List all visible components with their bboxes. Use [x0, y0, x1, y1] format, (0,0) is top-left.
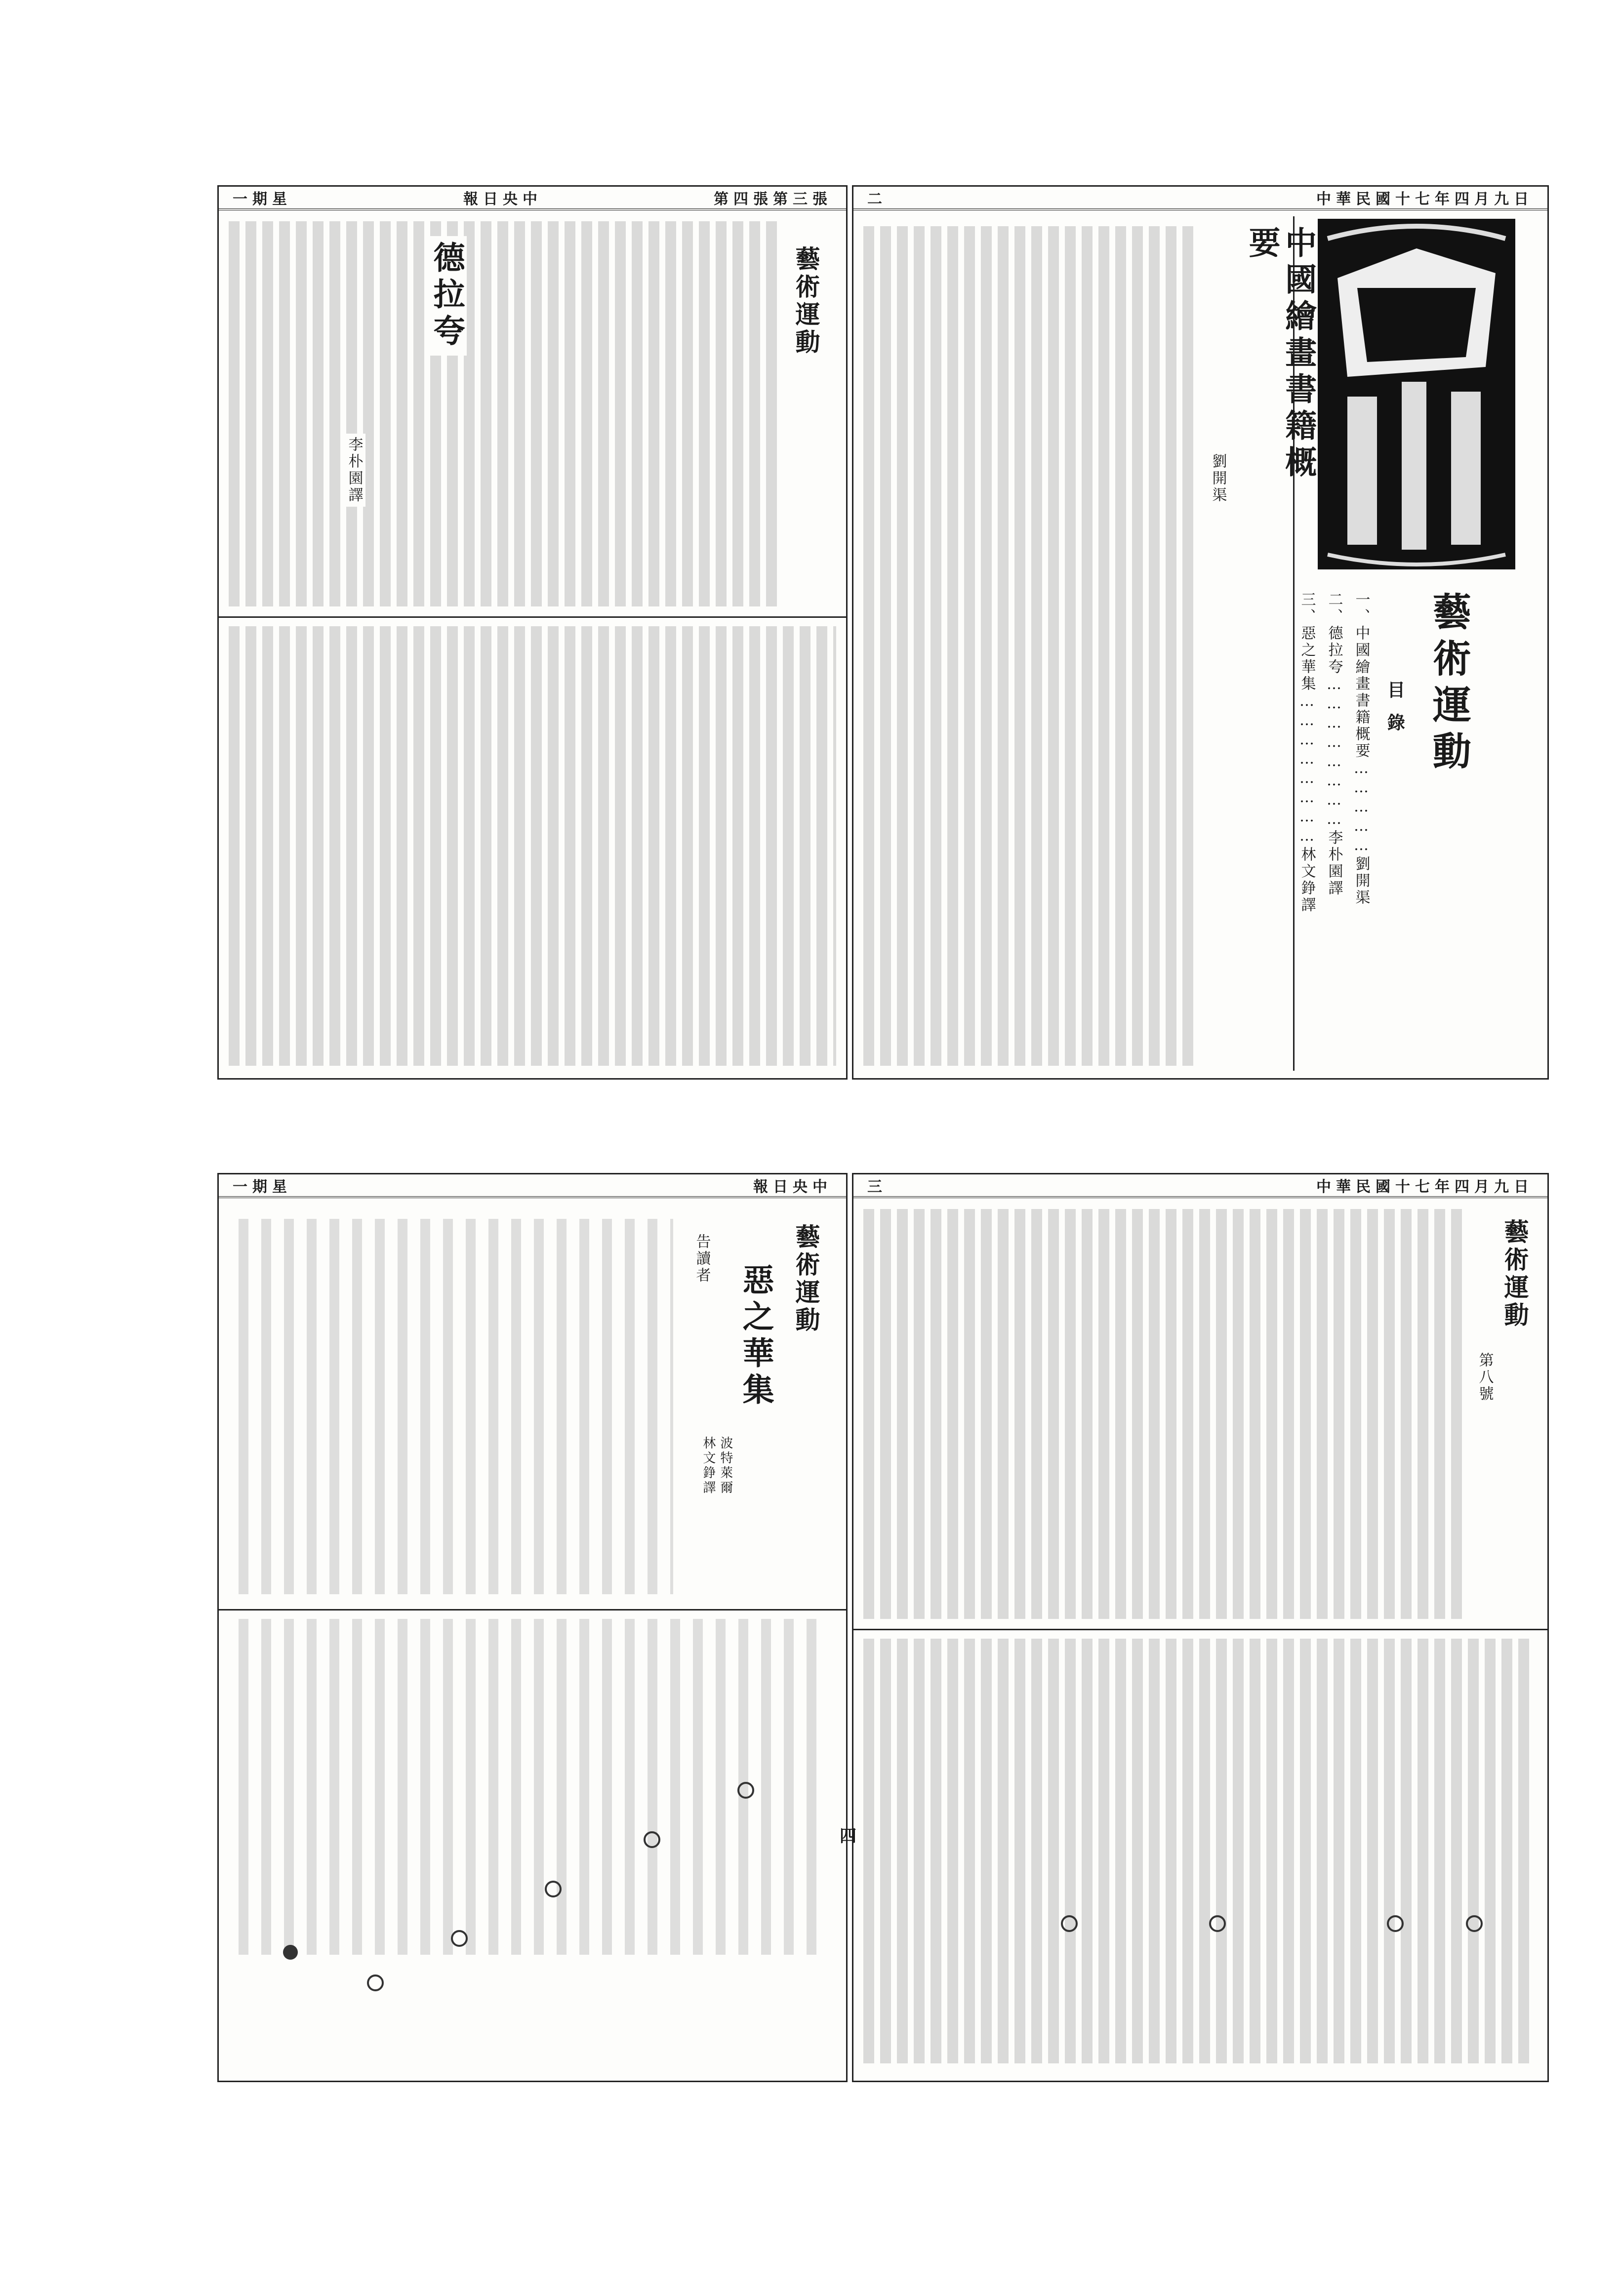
stanza-mark	[737, 1782, 754, 1799]
page-number: 二	[867, 191, 887, 208]
page-header	[853, 187, 1547, 210]
page-top-right	[852, 185, 1549, 1080]
issue-label: 第八號	[1476, 1352, 1494, 1403]
margin-page-number: 四	[840, 1826, 856, 1846]
column-divider	[219, 616, 846, 618]
stanza-mark	[367, 1974, 384, 1991]
header-date: 一期星	[233, 191, 292, 208]
stanza-mark	[545, 1881, 562, 1897]
article-body-lower	[863, 1639, 1535, 2063]
stanza-mark	[283, 1945, 298, 1960]
page-bottom-right	[852, 1173, 1549, 2082]
woodcut-illustration	[1318, 219, 1515, 569]
section-title: 藝術運動	[791, 246, 821, 357]
toc-item-1: 一、中國繪畫書籍概要……………劉開渠	[1352, 592, 1370, 906]
column-divider	[853, 1629, 1547, 1630]
page-header	[219, 187, 846, 210]
header-paper: 報日央中	[463, 191, 542, 208]
article-title: 惡之華集	[737, 1263, 774, 1410]
separator-mark	[1466, 1915, 1483, 1932]
separator-mark	[1209, 1915, 1226, 1932]
article-author: 劉開渠	[1209, 453, 1227, 504]
poet-name: 波特萊爾	[718, 1436, 733, 1495]
toc-item-2: 二、德拉夸……………………李朴園譯	[1325, 592, 1343, 897]
separator-mark	[1387, 1915, 1404, 1932]
stanza-mark	[451, 1930, 468, 1947]
page-header	[853, 1174, 1547, 1198]
header-sheet: 第四張第三張	[714, 191, 832, 208]
toc-heading: 目錄	[1384, 681, 1406, 746]
date-line: 中華民國十七年四月九日	[1316, 1178, 1534, 1196]
separator-mark	[1061, 1915, 1078, 1932]
article-title: 中國繪畫書籍概要	[1243, 226, 1317, 482]
page-bottom-left	[217, 1173, 848, 2082]
date-line: 中華民國十七年四月九日	[1316, 191, 1534, 208]
section-title: 藝術運動	[1500, 1219, 1530, 1329]
header-date: 一期星	[233, 1178, 292, 1196]
article-body-lower	[229, 626, 836, 1066]
article-translator: 林文錚譯	[700, 1436, 716, 1495]
woodcut-art-icon	[1318, 219, 1515, 569]
page-number: 三	[867, 1178, 887, 1196]
section-title: 藝術運動	[1426, 592, 1471, 777]
column-divider	[219, 1609, 846, 1611]
article-translator: 李朴園譯	[342, 434, 365, 507]
author-note: 告讀者	[693, 1234, 711, 1284]
toc-item-3: 三、惡之華集……………………林文錚譯	[1298, 592, 1316, 914]
stanza-mark	[644, 1831, 660, 1848]
section-title: 藝術運動	[791, 1224, 821, 1334]
page-header	[219, 1174, 846, 1198]
article-title: 德拉夸	[426, 236, 467, 356]
header-paper: 報日央中	[753, 1178, 832, 1196]
page-top-left	[217, 185, 848, 1080]
article-body-upper	[863, 1209, 1466, 1619]
article-body-upper	[229, 221, 777, 606]
poem-verses-upper	[239, 1219, 673, 1594]
article-body	[863, 226, 1199, 1066]
